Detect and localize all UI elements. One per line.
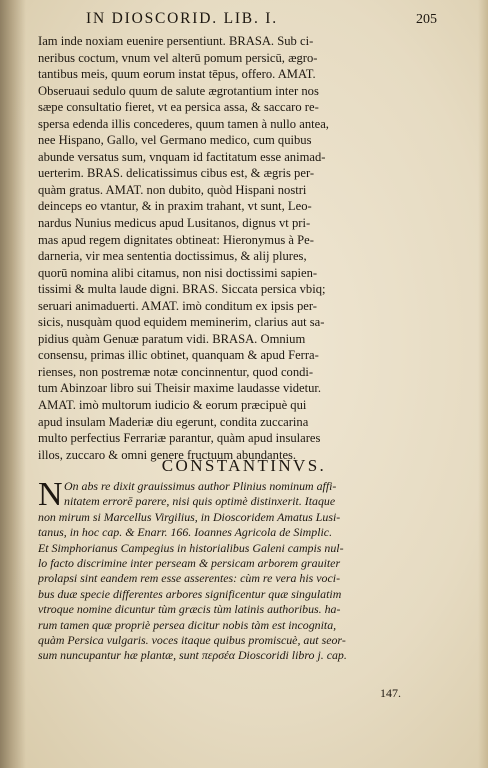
text-line: darneria, vir mea sententia doctissimus, & alij plures, [38, 249, 307, 264]
text-line: Obseruaui sedulo quum de salute ægrotantium inter nos [38, 83, 319, 98]
text-line: illos, zuccaro & omni genere fructuum abundantes. [38, 447, 297, 462]
text-line: rienses, non postremæ notæ concinnentur, quod condi- [38, 364, 314, 379]
running-title: IN DIOSCORID. LIB. I. [86, 10, 278, 27]
text-line: AMAT. imò multorum iudicio & eorum præcipuè qui [38, 398, 307, 413]
text-line: nee Hispano, Gallo, vel Germano medico, cum quibus [38, 133, 312, 148]
catchword: 147. [380, 686, 401, 700]
commentary-block [38, 476, 412, 664]
text-line: tantibus meis, quum eorum instat tēpus, offero. AMAT. [38, 67, 316, 82]
text-line: tum Abinzoar libro sui Theisir maxime laudasse videtur. [38, 381, 322, 396]
text-line: sæpe consultatio fieret, vt ea persica assa, & saccaro re- [38, 100, 319, 115]
text-line: seruari animaduerti. AMAT. imò conditum ex ipsis per- [38, 298, 317, 313]
text-line: sum nuncupantur hæ plantæ, sunt περσέα Dioscoridi libro j. cap. [38, 648, 347, 663]
text-line: quàm Persica vulgaris. voces itaque quibus promiscuè, aut seor- [38, 632, 346, 647]
page-edge [478, 0, 488, 768]
text-line: non mirum si Marcellus Virgilius, in Dioscoridem Amatus Lusi- [38, 509, 341, 524]
text-line: nardus Nunius medicus apud Lusitanos, dignus vt pri- [38, 216, 311, 231]
text-line: Et Simphorianus Campegius in historialibus Galeni campis nul- [38, 540, 344, 555]
text-line: sicis, nusquàm quod equidem meminerim, clarius aut sa- [38, 315, 325, 330]
text-line: abunde versatus sum, vnquam id factitatum esse animad- [38, 149, 326, 164]
text-line: deinceps eo vtantur, & in praxim trahant, vt sunt, Leo- [38, 199, 312, 214]
text-line: prolapsi sint eandem rem esse asserentes: cùm re vera his voci- [38, 571, 341, 586]
text-line: lo facto discrimine inter perseam & persicam arborem grauiter [38, 555, 341, 570]
main-text-block [38, 33, 410, 463]
text-line: spersa edenda illis concederes, quum tamen à nullo antea, [38, 116, 329, 131]
text-line: rum tamen quæ propriè persea dicitur nobis tàm est incognita, [38, 617, 337, 632]
text-line: multo perfectius Ferrariæ parantur, quàm apud insulares [38, 431, 321, 446]
text-line: uerterim. BRAS. delicatissimus cibus est, & ægris per- [38, 166, 315, 181]
text-line: nitatem errorē parere, nisi quis optimè distinxerit. Itaque [64, 494, 336, 509]
text-line: On abs re dixit grauissimus author Plinius nominum affi- [64, 479, 337, 493]
text-line: quorū nomina alibi citamus, non nisi doctissimi sapien- [38, 265, 318, 280]
text-line: Iam inde noxiam euenire persentiunt. BRASA. Sub ci- [38, 34, 314, 48]
text-line: quàm gratus. AMAT. non dubito, quòd Hispani nostri [38, 182, 307, 197]
text-line: bus duæ specie differentes arbores significentur quæ singulatim [38, 586, 342, 601]
section-heading: CONSTANTINVS. [161, 456, 327, 475]
text-line: apud insulam Maderiæ diu egerunt, condita zuccarina [38, 414, 309, 429]
text-line: vtroque nomine dicuntur tùm græcis tùm latinis authoribus. ha- [38, 602, 341, 617]
page-number: 205 [416, 12, 437, 27]
text-line: consensu, primas illic obtinet, quanquam & apud Ferra- [38, 348, 319, 363]
drop-capital: N [38, 476, 63, 513]
text-line: pidius quàm Genuæ paratum vidi. BRASA. Omnium [38, 331, 306, 346]
text-line: tanus, in hoc cap. & Enarr. 166. Ioannes Agricola de Simplic. [38, 525, 333, 540]
text-line: mas apud regem dignitates obtineat: Hieronymus à Pe- [38, 232, 314, 247]
text-line: tissimi & multa laude digni. BRAS. Siccata persica vbiq; [38, 282, 326, 297]
text-line: neribus coctum, vnum vel alterū pomum persicū, ægro- [38, 50, 318, 65]
binding-gutter [0, 0, 26, 768]
